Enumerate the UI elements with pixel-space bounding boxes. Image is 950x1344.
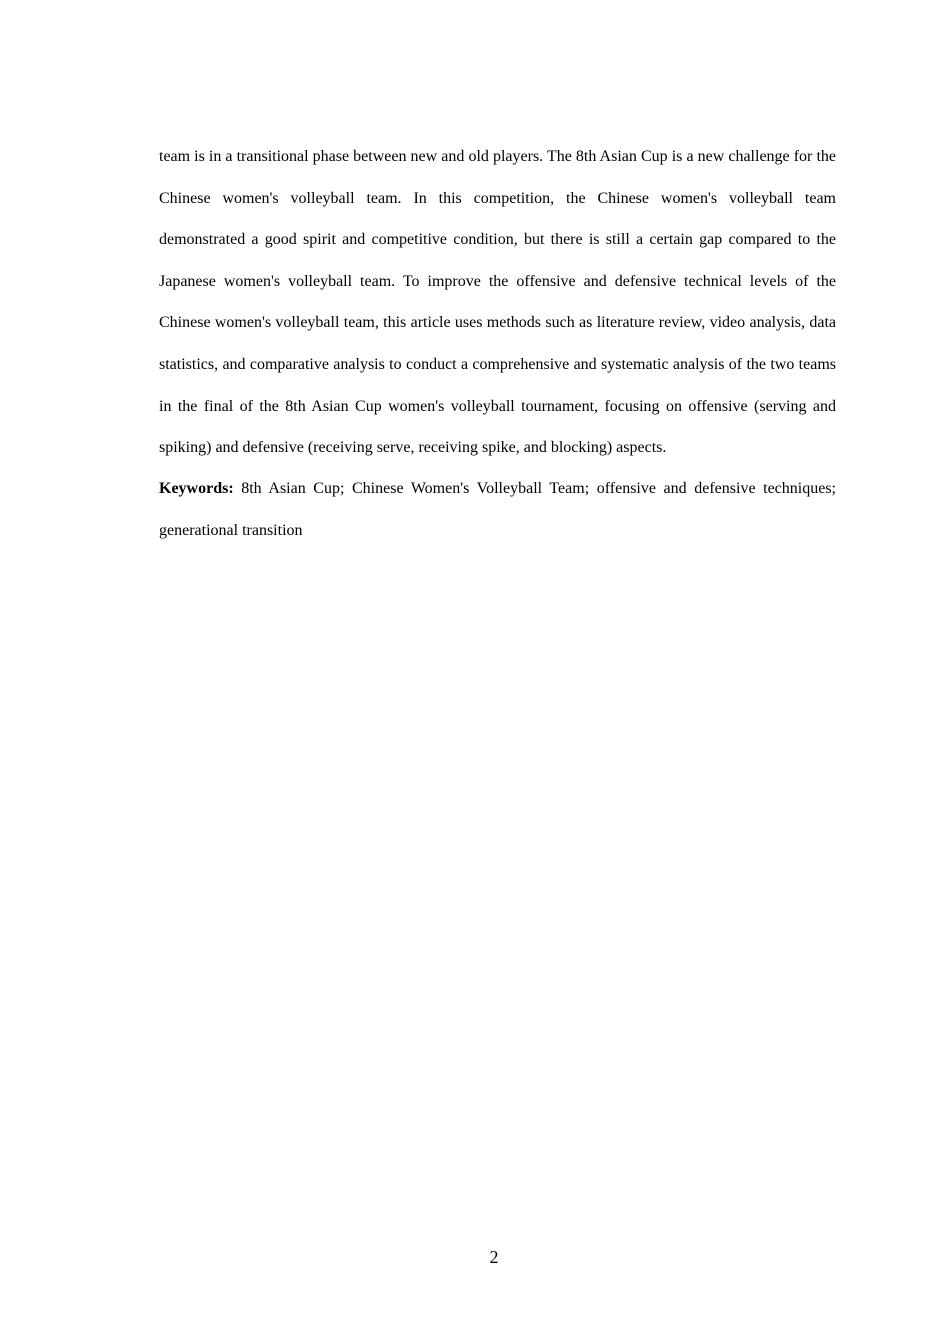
keywords-text: 8th Asian Cup; Chinese Women's Volleyball Team; offensive and defensive techniques; generational transition: [159, 480, 836, 539]
keywords-paragraph: [159, 468, 836, 551]
page-number: 2: [489, 1247, 499, 1267]
abstract-paragraph: team is in a transitional phase between new and old players. The 8th Asian Cup is a new challenge for the Chinese women's volleyball team. In this competition, the Chinese women's volleyball team demonstrated a good spirit and competitive condition, but there is still a certain gap compared to the Japanese women's volleyball team. To improve the offensive and defensive technical levels of the Chinese women's volleyball team, this article uses methods such as literature review, video analysis, data statistics, and comparative analysis to conduct a comprehensive and systematic analysis of the two teams in the final of the 8th Asian Cup women's volleyball tournament, focusing on offensive (serving and spiking) and defensive (receiving serve, receiving spike, and blocking) aspects.: [159, 148, 836, 457]
keywords-label: Keywords:: [159, 480, 234, 497]
